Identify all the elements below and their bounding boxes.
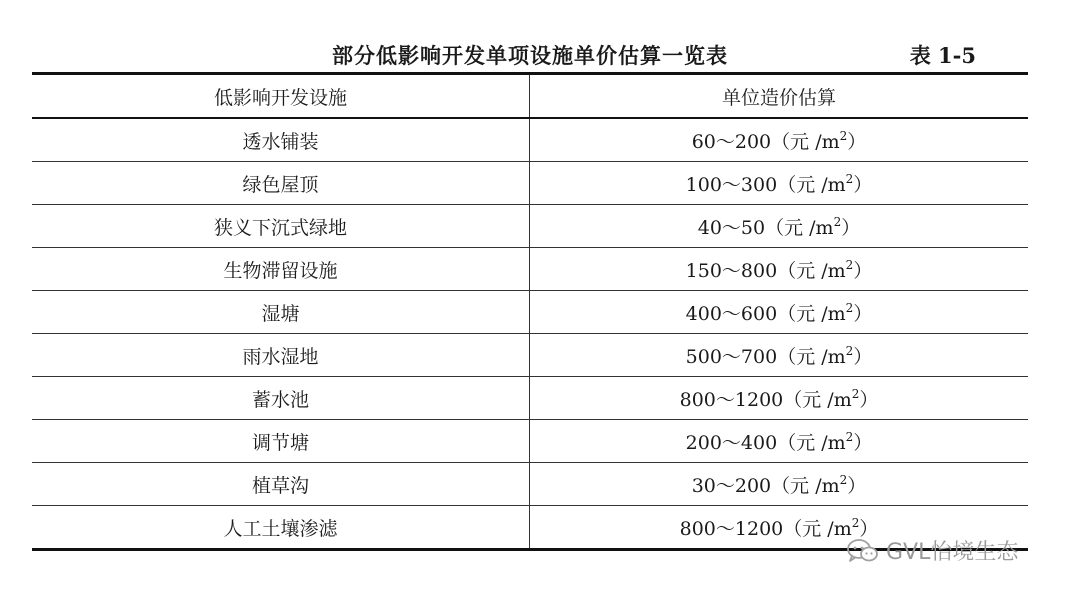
facility-cell: 绿色屋顶: [32, 162, 530, 205]
cost-cell: [530, 463, 1029, 506]
unit-suffix: ）: [853, 302, 873, 325]
cost-range: 800～1200: [679, 517, 784, 540]
unit-prefix: （元 /m: [777, 259, 846, 282]
unit-prefix: （元 /m: [783, 388, 852, 411]
unit-suffix: ）: [841, 216, 861, 239]
unit-suffix: ）: [853, 173, 873, 196]
unit-suffix: ）: [847, 474, 867, 497]
table-body: [32, 118, 1028, 550]
table-row: [32, 334, 1028, 377]
unit-prefix: （元 /m: [771, 130, 840, 153]
facility-cell: 生物滞留设施: [32, 248, 530, 291]
cost-cell: [530, 205, 1029, 248]
facility-cell: 雨水湿地: [32, 334, 530, 377]
unit-prefix: （元 /m: [777, 173, 846, 196]
facility-cell: 湿塘: [32, 291, 530, 334]
cost-range: 200～400: [685, 431, 778, 454]
document: [32, 36, 1028, 551]
facility-cell: 人工土壤渗滤: [32, 506, 530, 550]
cost-cell: [530, 248, 1029, 291]
unit-suffix: ）: [859, 388, 879, 411]
unit-prefix: （元 /m: [783, 517, 852, 540]
cost-cell: [530, 162, 1029, 205]
unit-exponent: 2: [845, 300, 854, 315]
facility-cell: 植草沟: [32, 463, 530, 506]
table-row: [32, 162, 1028, 205]
watermark-text: GVL怡境生态: [886, 540, 1019, 565]
cost-range: 100～300: [685, 173, 778, 196]
unit-prefix: （元 /m: [777, 345, 846, 368]
cost-range: 800～1200: [679, 388, 784, 411]
header-facility: 低影响开发设施: [32, 74, 530, 119]
unit-exponent: 2: [839, 472, 848, 487]
table-row: [32, 118, 1028, 162]
cost-range: 150～800: [685, 259, 778, 282]
facility-cell: 蓄水池: [32, 377, 530, 420]
unit-exponent: 2: [845, 429, 854, 444]
unit-exponent: 2: [839, 128, 848, 143]
unit-exponent: 2: [845, 257, 854, 272]
cost-cell: [530, 334, 1029, 377]
unit-suffix: ）: [853, 345, 873, 368]
facility-cell: 调节塘: [32, 420, 530, 463]
table-row: [32, 248, 1028, 291]
cost-cell: [530, 118, 1029, 162]
unit-prefix: （元 /m: [777, 302, 846, 325]
unit-exponent: 2: [845, 343, 854, 358]
unit-suffix: ）: [847, 130, 867, 153]
cost-range: 40～50: [697, 216, 766, 239]
title-row: [32, 36, 1028, 72]
cost-table: [32, 72, 1028, 551]
wechat-icon: [846, 538, 880, 564]
unit-suffix: ）: [853, 431, 873, 454]
unit-exponent: 2: [833, 214, 842, 229]
cost-range: 60～200: [691, 130, 772, 153]
cost-cell: [530, 420, 1029, 463]
cost-range: 30～200: [691, 474, 772, 497]
cost-range: 400～600: [685, 302, 778, 325]
facility-cell: 透水铺装: [32, 118, 530, 162]
table-row: [32, 291, 1028, 334]
unit-prefix: （元 /m: [765, 216, 834, 239]
unit-exponent: 2: [851, 386, 860, 401]
table-row: [32, 463, 1028, 506]
header-cost: 单位造价估算: [530, 74, 1029, 119]
unit-prefix: （元 /m: [777, 431, 846, 454]
cost-cell: [530, 377, 1029, 420]
cost-range: 500～700: [685, 345, 778, 368]
table-row: [32, 420, 1028, 463]
facility-cell: 狭义下沉式绿地: [32, 205, 530, 248]
table-number: 表 1-5: [909, 43, 976, 68]
header-row: [32, 74, 1028, 119]
unit-exponent: 2: [845, 171, 854, 186]
unit-prefix: （元 /m: [771, 474, 840, 497]
unit-suffix: ）: [859, 517, 879, 540]
table-title: 部分低影响开发单项设施单价估算一览表: [332, 43, 728, 68]
table-row: [32, 205, 1028, 248]
unit-exponent: 2: [851, 515, 860, 530]
watermark: [846, 535, 1018, 566]
table-row: [32, 377, 1028, 420]
cost-cell: [530, 291, 1029, 334]
unit-suffix: ）: [853, 259, 873, 282]
